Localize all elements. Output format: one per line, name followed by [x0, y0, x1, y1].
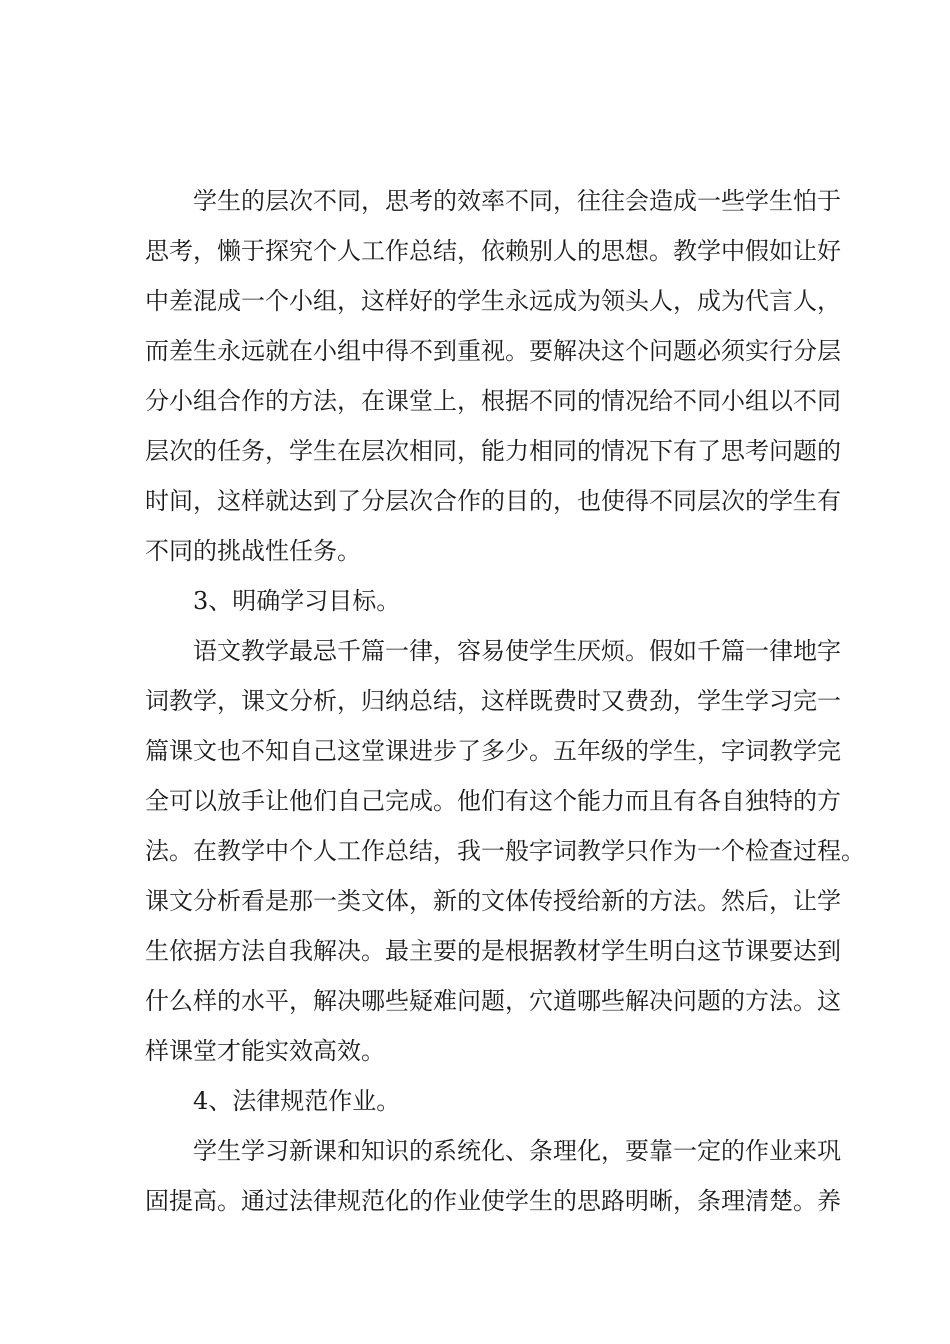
text-line: 不同的挑战性任务。 [145, 537, 361, 565]
text-line: 课文分析看是那一类文体，新的文体传授给新的方法。然后，让学 [145, 887, 841, 915]
text-line: 而差生永远就在小组中得不到重视。要解决这个问题必须实行分层 [145, 337, 841, 365]
section-heading: 3、明确学习目标。 [193, 587, 401, 615]
text-line: 语文教学最忌千篇一律，容易使学生厌烦。假如千篇一律地字 [193, 637, 841, 665]
text-line: 层次的任务，学生在层次相同，能力相同的情况下有了思考问题的 [145, 437, 841, 465]
text-line: 中差混成一个小组，这样好的学生永远成为领头人，成为代言人， [145, 287, 841, 315]
document-body [145, 176, 865, 1226]
text-line: 学生的层次不同，思考的效率不同，往往会造成一些学生怕于 [193, 187, 841, 215]
text-line: 词教学，课文分析，归纳总结，这样既费时又费劲，学生学习完一 [145, 687, 841, 715]
text-line: 固提高。通过法律规范化的作业使学生的思路明晰，条理清楚。养 [145, 1187, 841, 1215]
text-line: 学生学习新课和知识的系统化、条理化，要靠一定的作业来巩 [193, 1137, 841, 1165]
text-line: 什么样的水平，解决哪些疑难问题，穴道哪些解决问题的方法。这 [145, 987, 841, 1015]
text-line: 时间，这样就达到了分层次合作的目的，也使得不同层次的学生有 [145, 487, 841, 515]
text-line: 生依据方法自我解决。最主要的是根据教材学生明白这节课要达到 [145, 937, 841, 965]
text-line: 法。在教学中个人工作总结，我一般字词教学只作为一个检查过程。 [145, 837, 865, 865]
text-line: 全可以放手让他们自己完成。他们有这个能力而且有各自独特的方 [145, 787, 841, 815]
text-line: 分小组合作的方法，在课堂上，根据不同的情况给不同小组以不同 [145, 387, 841, 415]
section-heading: 4、法律规范作业。 [193, 1087, 401, 1115]
text-line: 样课堂才能实效高效。 [145, 1037, 385, 1065]
text-line: 篇课文也不知自己这堂课进步了多少。五年级的学生，字词教学完 [145, 737, 841, 765]
text-line: 思考，懒于探究个人工作总结，依赖别人的思想。教学中假如让好 [145, 237, 841, 265]
